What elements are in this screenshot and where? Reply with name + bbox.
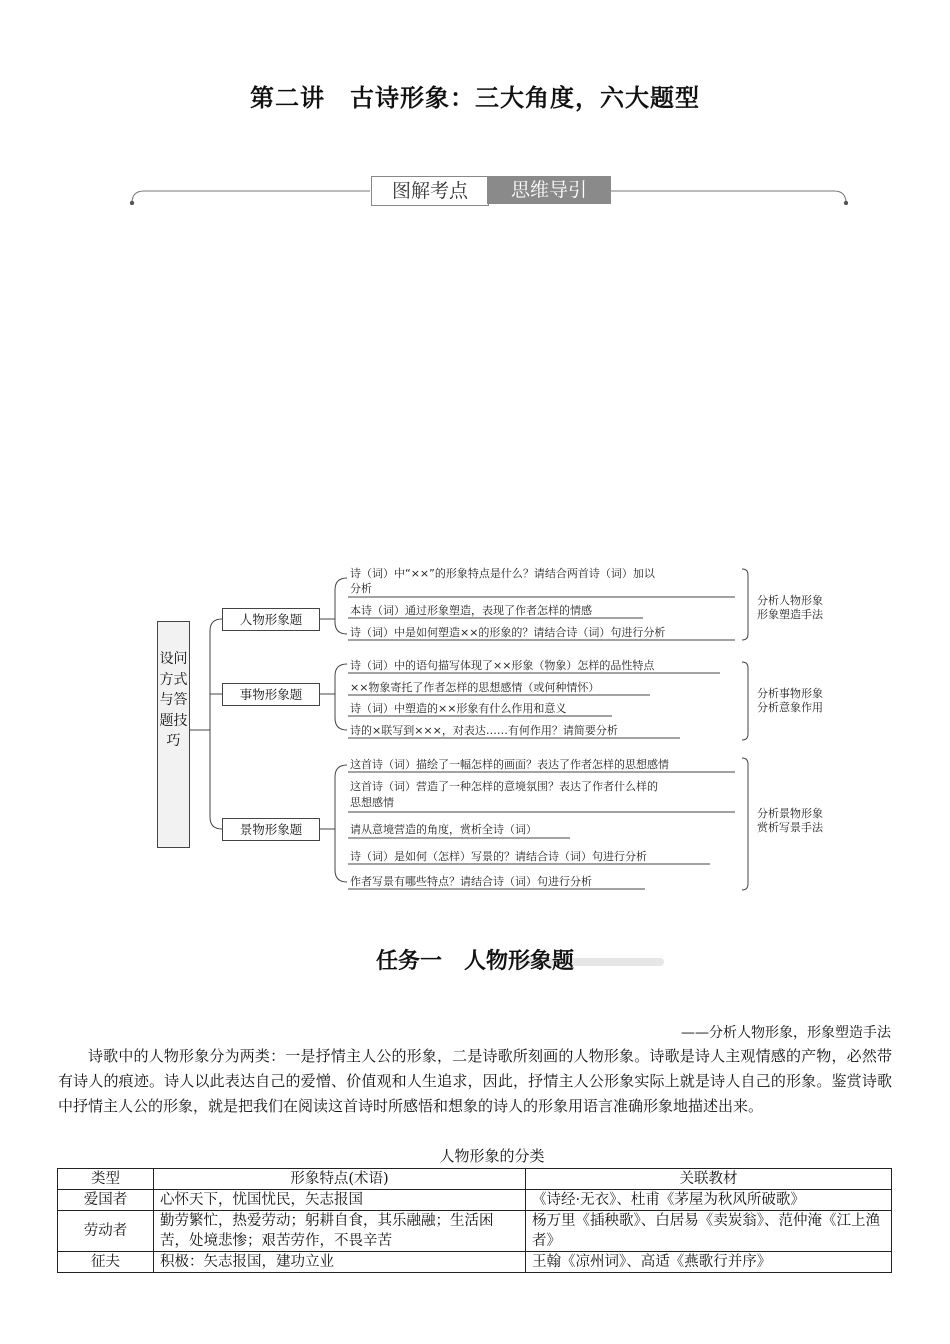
question-item: 诗（词）是如何（怎样）写景的？请结合诗（词）句进行分析 <box>350 850 647 863</box>
table-row <box>58 1211 892 1252</box>
question-item: 作者写景有哪些特点？请结合诗（词）句进行分析 <box>350 875 592 888</box>
question-item: 诗的×联写到×××，对表达……有何作用？请简要分析 <box>350 724 618 737</box>
table-cell: 王翰《凉州词》、高适《燕歌行并序》 <box>526 1252 892 1273</box>
intro-paragraph: 诗歌中的人物形象分为两类：一是抒情主人公的形象，二是诗歌所刻画的人物形象。诗歌是诗人主观情感的产物，必然带有诗人的痕迹。诗人以此表达自己的爱憎、价值观和人生追求，因此，抒情主人公形象实际上就是诗人自己的形象。鉴赏诗歌中抒情主人公的形象，就是把我们在阅读这首诗时所感悟和想象的诗人的形象用语言准确形象地描述出来。 <box>58 1047 892 1115</box>
question-item: 分析 <box>350 582 372 595</box>
task-title: 任务一 人物形象题 <box>375 949 574 974</box>
category-object-image: 事物形象题 <box>222 683 320 706</box>
page-title: 第二讲 古诗形象：三大角度，六大题型 <box>250 84 700 112</box>
banner-label-right: 思维导引 <box>487 176 611 204</box>
table-cell: 爱国者 <box>58 1190 154 1211</box>
summary-line: 分析事物形象 <box>757 687 823 700</box>
question-item: 诗（词）中塑造的××形象有什么作用和意义 <box>350 702 567 715</box>
table-header-row <box>58 1169 892 1190</box>
category-character-image: 人物形象题 <box>222 608 320 631</box>
banner-label-left: 图解考点 <box>371 176 489 206</box>
category-scenery-image: 景物形象题 <box>222 818 320 841</box>
question-item: 诗（词）中的语句描写体现了××形象（物象）怎样的品性特点 <box>350 659 655 672</box>
table-header: 关联教材 <box>526 1169 892 1190</box>
table-cell: 心怀天下，忧国忧民，矢志报国 <box>154 1190 526 1211</box>
table-caption: 人物形象的分类 <box>439 1147 545 1165</box>
table-header: 类型 <box>58 1169 154 1190</box>
question-item: 诗（词）中“××”的形象特点是什么？请结合两首诗（词）加以 <box>350 567 655 580</box>
table-cell: 劳动者 <box>58 1211 154 1252</box>
summary-line: 赏析写景手法 <box>757 821 823 834</box>
table-cell: 勤劳繁忙，热爱劳动；躬耕自食，其乐融融；生活困苦，处境悲惨；艰苦劳作，不畏辛苦 <box>154 1211 526 1252</box>
question-item: 本诗（词）通过形象塑造，表现了作者怎样的情感 <box>350 604 592 617</box>
summary-line: 分析人物形象 <box>757 594 823 607</box>
table-cell: 《诗经·无衣》、杜甫《茅屋为秋风所破歌》 <box>526 1190 892 1211</box>
summary-line: 分析意象作用 <box>757 701 823 714</box>
summary-line: 分析景物形象 <box>757 807 823 820</box>
classification-table <box>57 1168 892 1273</box>
table-cell: 积极：矢志报国，建功立业 <box>154 1252 526 1273</box>
question-item: 这首诗（词）营造了一种怎样的意境氛围？表达了作者什么样的 <box>350 780 658 793</box>
task-subtitle: ——分析人物形象，形象塑造手法 <box>681 1025 891 1041</box>
question-item: 思想感情 <box>350 796 394 809</box>
table-header: 形象特点(术语) <box>154 1169 526 1190</box>
table-cell: 杨万里《插秧歌》、白居易《卖炭翁》、范仲淹《江上渔者》 <box>526 1211 892 1252</box>
table-row <box>58 1252 892 1273</box>
question-item: ××物象寄托了作者怎样的思想感情（或何种情怀） <box>350 681 600 694</box>
mind-map-root: 设问方式与答题技巧 <box>157 621 190 848</box>
question-item: 诗（词）中是如何塑造××的形象的？请结合诗（词）句进行分析 <box>350 626 666 639</box>
summary-line: 形象塑造手法 <box>757 608 823 621</box>
question-item: 请从意境营造的角度，赏析全诗（词） <box>350 823 537 836</box>
table-cell: 征夫 <box>58 1252 154 1273</box>
question-item: 这首诗（词）描绘了一幅怎样的画面？表达了作者怎样的思想感情 <box>350 758 669 771</box>
table-row <box>58 1190 892 1211</box>
